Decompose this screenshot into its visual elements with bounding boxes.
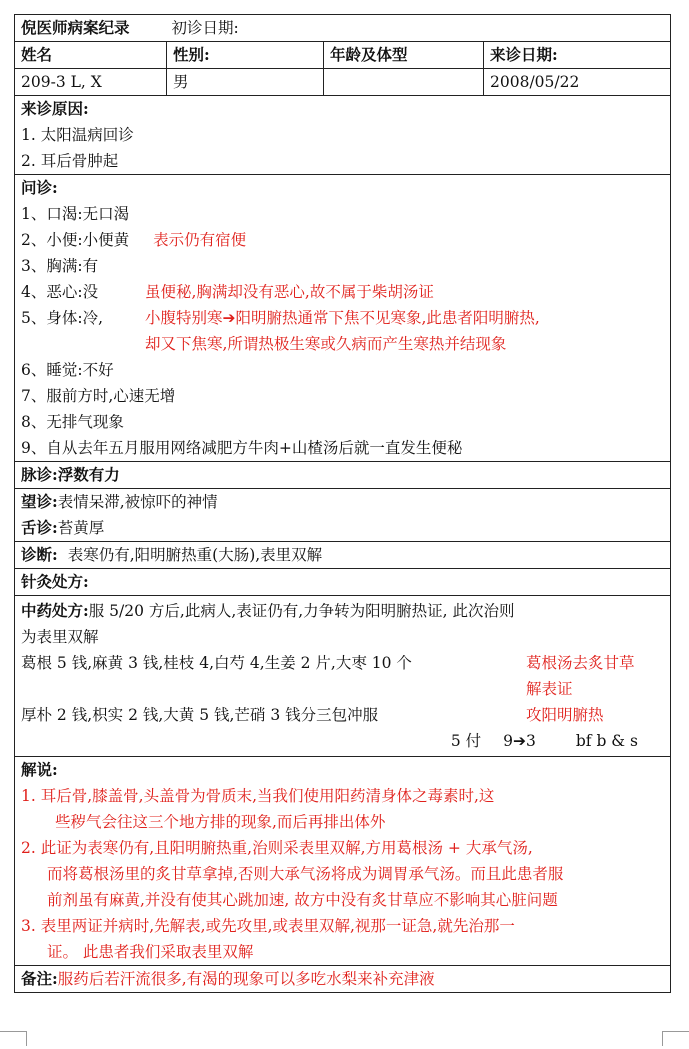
patient-visit-date: 2008/05/22 — [484, 69, 671, 96]
inquiry-note: 虽便秘,胸满却没有恶心,故不属于柴胡汤证 — [145, 283, 434, 301]
pulse-value: 浮数有力 — [57, 465, 120, 484]
page-corner-mark — [662, 1031, 689, 1046]
inquiry-note: 却又下焦寒,所谓热极生寒或久病而产生寒热并结现象 — [145, 335, 507, 353]
inquiry-item: 8、无排气现象 — [21, 413, 124, 431]
inquiry-item — [21, 305, 664, 331]
pulse-section — [15, 462, 671, 489]
col-age-build: 年龄及体型 — [324, 42, 484, 69]
col-visit-date: 来诊日期: — [484, 42, 671, 69]
patient-age-build — [324, 69, 484, 96]
pulse-label: 脉诊: — [21, 465, 58, 484]
diagnosis-value: 表寒仍有,阳明腑热重(大肠),表里双解 — [67, 546, 323, 564]
explain-item: 2. 此证为表寒仍有,且阳明腑热重,治则采表里双解,方用葛根汤 + 大承气汤, — [21, 839, 533, 857]
reason-section — [15, 96, 671, 175]
prescription-note: 攻阳明腑热 — [526, 706, 604, 724]
observe-value: 表情呆滞,被惊吓的神情 — [57, 493, 218, 511]
tongue-label: 舌诊: — [21, 518, 58, 537]
col-gender: 性别: — [167, 42, 324, 69]
inquiry-item — [21, 227, 664, 253]
acupuncture-label: 针灸处方: — [15, 569, 671, 596]
inquiry-item: 1、口渴:无口渴 — [21, 205, 130, 223]
explain-item: 1. 耳后骨,膝盖骨,头盖骨为骨质末,当我们使用阳药清身体之毒素时,这 — [21, 787, 495, 805]
prescription-note: 葛根汤去炙甘草 — [526, 654, 635, 672]
inquiry-item: 9、自从去年五月服用网络减肥方牛肉+山楂汤后就一直发生便秘 — [21, 439, 463, 457]
explain-item: 些秽气会往这三个地方排的现象,而后再排出体外 — [55, 813, 386, 831]
title-row — [15, 15, 671, 42]
prescription-1 — [21, 650, 664, 702]
col-name: 姓名 — [15, 42, 167, 69]
inquiry-item: 3、胸满:有 — [21, 257, 99, 275]
explain-item: 证。 此患者我们采取表里双解 — [47, 943, 254, 961]
diagnosis-label: 诊断: — [21, 545, 58, 564]
herbal-intro: 服 5/20 方后,此病人,表证仍有,力争转为阳明腑热证, 此次治则 — [88, 602, 515, 620]
diagnosis-section — [15, 542, 671, 569]
inquiry-note: 表示仍有宿便 — [153, 231, 247, 249]
dosage-ratio: 9➔3 — [503, 732, 536, 750]
dosage-line — [21, 728, 664, 754]
record-title: 倪医师病案纪录 — [21, 18, 130, 37]
tongue-value: 苔黄厚 — [57, 519, 105, 537]
inquiry-item-text: 2、小便:小便黄 — [21, 231, 130, 249]
reason-label: 来诊原因: — [21, 99, 89, 118]
explain-item: 3. 表里两证并病时,先解表,或先攻里,或表里双解,视那一证急,就先治那一 — [21, 917, 515, 935]
explain-label: 解说: — [21, 760, 58, 779]
remarks-value: 服药后若汗流很多,有渴的现象可以多吃水梨来补充津液 — [57, 970, 435, 988]
herbal-intro: 为表里双解 — [21, 628, 99, 646]
observe-tongue-section — [15, 489, 671, 542]
inquiry-item: 6、睡觉:不好 — [21, 361, 114, 379]
remarks-label: 备注: — [21, 969, 58, 988]
inquiry-item — [21, 279, 664, 305]
acupuncture-section — [15, 569, 671, 596]
inquiry-item: 7、服前方时,心速无增 — [21, 387, 176, 405]
observe-label: 望诊: — [21, 492, 58, 511]
inquiry-label: 问诊: — [21, 178, 58, 197]
inquiry-section — [15, 175, 671, 462]
inquiry-item-text: 5、身体:冷, — [21, 309, 104, 327]
prescription-2 — [21, 702, 664, 728]
record-table — [14, 14, 671, 993]
prescription-text: 厚朴 2 钱,枳实 2 钱,大黄 5 钱,芒硝 3 钱分三包冲服 — [21, 706, 379, 724]
prescription-text: 葛根 5 钱,麻黄 3 钱,桂枝 4,白芍 4,生姜 2 片,大枣 10 个 — [21, 654, 412, 672]
prescription-note: 解表证 — [526, 680, 573, 698]
herbal-label: 中药处方: — [21, 601, 89, 620]
dosage-count: 5 付 — [450, 732, 482, 750]
inquiry-item-text: 4、恶心:没 — [21, 283, 99, 301]
patient-row — [15, 69, 671, 96]
explain-item: 前剂虽有麻黄,并没有使其心跳加速, 故方中没有炙甘草应不影响其心脏问题 — [47, 891, 558, 909]
explain-item: 而将葛根汤里的炙甘草拿掉,否则大承气汤将成为调胃承气汤。而且此患者服 — [47, 865, 564, 883]
herbal-section — [15, 596, 671, 757]
page-corner-mark — [0, 1031, 27, 1046]
reason-item: 2. 耳后骨肿起 — [21, 152, 119, 170]
reason-item: 1. 太阳温病回诊 — [21, 126, 134, 144]
remarks-section — [15, 966, 671, 993]
explain-section — [15, 757, 671, 966]
dosage-timing: bf b & s — [575, 732, 638, 750]
first-visit-label: 初诊日期: — [171, 19, 239, 37]
inquiry-note: 小腹特别寒➔阳明腑热通常下焦不见寒象,此患者阳明腑热, — [145, 309, 540, 327]
patient-gender: 男 — [167, 69, 324, 96]
patient-name: 209-3 L, X — [15, 69, 167, 96]
medical-record — [14, 14, 670, 993]
column-header-row — [15, 42, 671, 69]
